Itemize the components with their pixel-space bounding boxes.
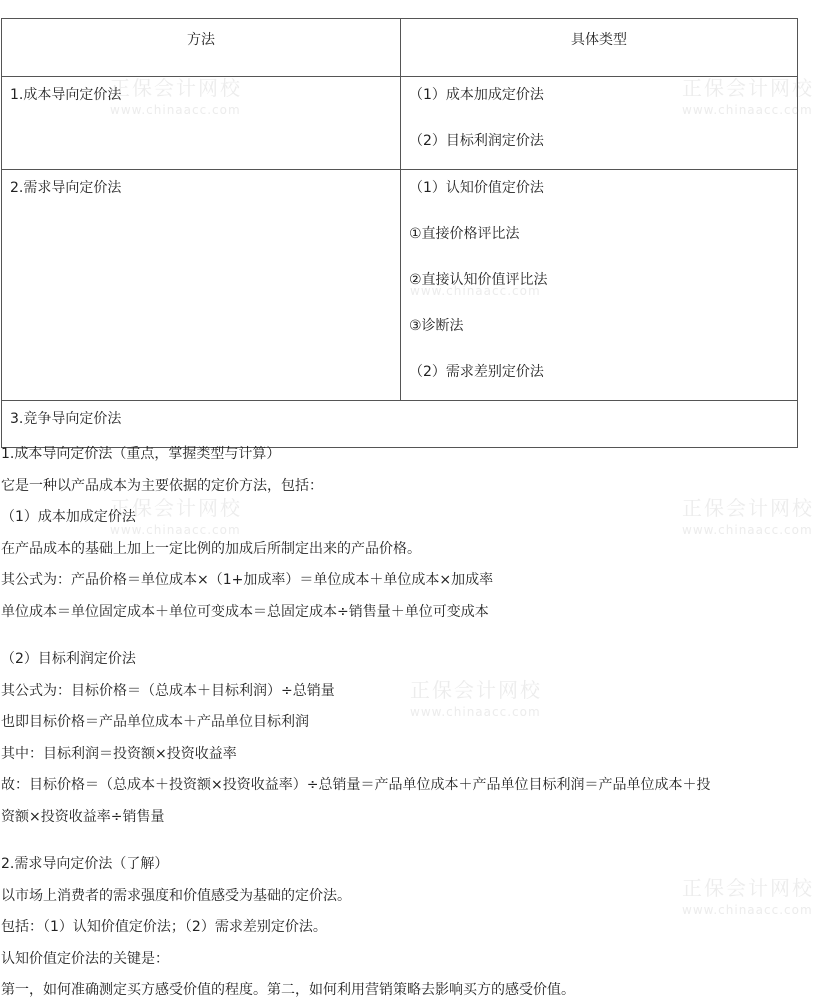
watermark: 正保会计网校 www.chinaacc.com: [410, 678, 542, 719]
section-title: 1.成本导向定价法（重点，掌握类型与计算）: [1, 446, 281, 462]
table-row: [2, 170, 798, 401]
type-item: ③诊断法: [409, 318, 464, 334]
type-item: （1）成本加成定价法: [409, 87, 544, 103]
type-item: ②直接认知价值评比法: [409, 272, 548, 288]
header-method: 方法: [2, 19, 401, 77]
formula: 故：目标价格＝（总成本＋投资额×投资收益率）÷总销量＝产品单位成本＋产品单位目标利润＝产品单位成本＋投: [1, 777, 711, 793]
paragraph: 以市场上消费者的需求强度和价值感受为基础的定价法。: [1, 887, 351, 904]
watermark: 正保会计网校 www.chinaacc.com: [110, 76, 242, 117]
type-item: ①直接价格评比法: [409, 226, 520, 242]
paragraph: 在产品成本的基础上加上一定比例的加成后所制定出来的产品价格。: [1, 540, 421, 557]
watermark: www.chinaacc.com: [410, 284, 541, 298]
table-row: [2, 77, 798, 170]
header-types: 具体类型: [401, 19, 798, 77]
types-cell: [401, 170, 798, 401]
formula: 其公式为：产品价格＝单位成本×（1+加成率）＝单位成本＋单位成本×加成率: [1, 572, 494, 588]
types-cell: [401, 77, 798, 170]
pricing-methods-table: [1, 18, 798, 448]
watermark: 正保会计网校 www.chinaacc.com: [110, 496, 242, 537]
watermark: 正保会计网校 www.chinaacc.com: [682, 876, 814, 917]
formula: 资额×投资收益率÷销售量: [1, 808, 165, 825]
formula: 其公式为：目标价格＝（总成本＋目标利润）÷总销量: [1, 682, 335, 699]
type-item: （2）目标利润定价法: [409, 133, 544, 149]
paragraph: 第一，如何准确测定买方感受价值的程度。第二，如何利用营销策略去影响买方的感受价值。: [1, 982, 575, 998]
type-item: （1）认知价值定价法: [409, 180, 544, 196]
watermark: 正保会计网校 www.chinaacc.com: [682, 76, 814, 117]
watermark: 正保会计网校 www.chinaacc.com: [682, 496, 814, 537]
table-header-row: [2, 19, 798, 77]
section-title: 2.需求导向定价法（了解）: [1, 856, 169, 872]
formula: 也即目标价格＝产品单位成本＋产品单位目标利润: [1, 714, 309, 730]
subsection-title: （2）目标利润定价法: [1, 651, 136, 667]
method-cell: [2, 170, 401, 401]
type-item: （2）需求差别定价法: [409, 364, 544, 380]
formula: 其中：目标利润＝投资额×投资收益率: [1, 745, 237, 762]
subsection-title: （1）成本加成定价法: [1, 509, 136, 525]
method-cell: [2, 77, 401, 170]
paragraph: 认知价值定价法的关键是：: [1, 950, 169, 967]
method-label: 1.成本导向定价法: [10, 87, 122, 103]
method-label: 3.竞争导向定价法: [10, 411, 122, 427]
paragraph: 包括：（1）认知价值定价法；（2）需求差别定价法。: [1, 919, 327, 935]
explanation-text: [1, 440, 799, 1008]
method-label: 2.需求导向定价法: [10, 180, 122, 196]
paragraph: 它是一种以产品成本为主要依据的定价方法，包括：: [1, 477, 323, 494]
formula: 单位成本＝单位固定成本＋单位可变成本＝总固定成本÷销售量＋单位可变成本: [1, 603, 489, 620]
